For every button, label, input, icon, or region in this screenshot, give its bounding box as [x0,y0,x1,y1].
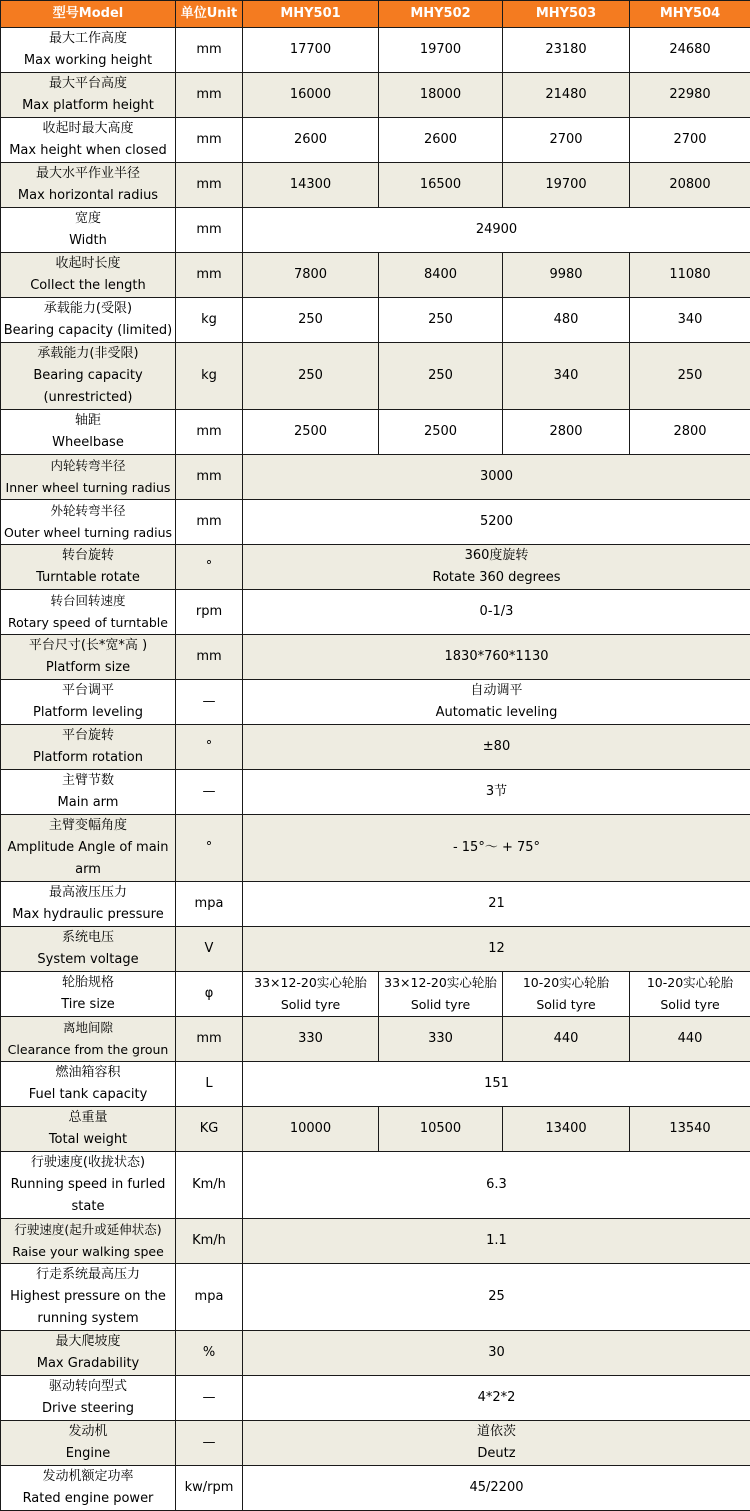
value-cell: 2800 [503,410,630,455]
unit-cell: mm [176,635,243,680]
table-row [1,635,750,680]
merged-value-cell: 12 [243,927,750,972]
value-cell: 250 [630,343,750,410]
value-cell: 16000 [243,73,379,118]
merged-value-cell: ±80 [243,725,750,770]
param-name: 承载能力(受限) Bearing capacity (limited) [1,298,176,343]
value-cell: 13400 [503,1107,630,1152]
value-cell: 16500 [379,163,503,208]
merged-value-cell: 3000 [243,455,750,500]
merged-value-cell: 自动调平 Automatic leveling [243,680,750,725]
value-cell: 8400 [379,253,503,298]
table-row [1,500,750,545]
param-name: 发动机 Engine [1,1421,176,1466]
table-row [1,725,750,770]
param-name: 平台尺寸(长*宽*高 ) Platform size [1,635,176,680]
table-row [1,1062,750,1107]
value-cell: 9980 [503,253,630,298]
table-row [1,882,750,927]
unit-cell: Km/h [176,1219,243,1264]
table-row [1,1219,750,1264]
unit-cell: mm [176,118,243,163]
param-name: 最高液压压力 Max hydraulic pressure [1,882,176,927]
param-name: 平台调平 Platform leveling [1,680,176,725]
value-cell: 17700 [243,28,379,73]
value-cell: 14300 [243,163,379,208]
table-row [1,590,750,635]
unit-cell: mm [176,28,243,73]
tire-cell: 33×12-20实心轮胎 Solid tyre [379,972,503,1017]
value-cell: 20800 [630,163,750,208]
table-row [1,1421,750,1466]
unit-cell: ° [176,725,243,770]
table-row [1,298,750,343]
merged-value-cell: 151 [243,1062,750,1107]
value-cell: 250 [243,298,379,343]
table-row [1,1376,750,1421]
unit-cell: L [176,1062,243,1107]
param-name: 承载能力(非受限) Bearing capacity (unrestricted) [1,343,176,410]
param-name: 主臂变幅角度 Amplitude Angle of main arm [1,815,176,882]
unit-header: 单位Unit [176,1,243,28]
unit-cell: % [176,1331,243,1376]
param-name: 总重量 Total weight [1,1107,176,1152]
param-name: 燃油箱容积 Fuel tank capacity [1,1062,176,1107]
unit-cell: mpa [176,1264,243,1331]
unit-cell: φ [176,972,243,1017]
param-name: 转台旋转 Turntable rotate [1,545,176,590]
value-cell: 10000 [243,1107,379,1152]
table-row [1,770,750,815]
param-name: 发动机额定功率 Rated engine power [1,1466,176,1511]
table-row [1,455,750,500]
param-name: 离地间隙 Clearance from the groun [1,1017,176,1062]
unit-cell: rpm [176,590,243,635]
table-row [1,1331,750,1376]
table-row [1,118,750,163]
tire-cell: 33×12-20实心轮胎 Solid tyre [243,972,379,1017]
table-row [1,680,750,725]
merged-value-cell: 1.1 [243,1219,750,1264]
param-name: 行驶速度(收拢状态) Running speed in furled state [1,1152,176,1219]
table-row [1,343,750,410]
merged-value-cell: 5200 [243,500,750,545]
unit-cell: mm [176,163,243,208]
value-cell: 480 [503,298,630,343]
value-cell: 330 [243,1017,379,1062]
merged-value-cell: 25 [243,1264,750,1331]
param-name: 平台旋转 Platform rotation [1,725,176,770]
unit-cell: mm [176,500,243,545]
merged-value-cell: 6.3 [243,1152,750,1219]
value-cell: 2600 [243,118,379,163]
model-column-header: MHY501 [243,1,379,28]
merged-value-cell: 道依茨 Deutz [243,1421,750,1466]
table-row [1,1466,750,1511]
unit-cell: mm [176,1017,243,1062]
table-row [1,28,750,73]
value-cell: 440 [503,1017,630,1062]
unit-cell: mm [176,410,243,455]
unit-cell: — [176,1421,243,1466]
value-cell: 13540 [630,1107,750,1152]
unit-cell: kg [176,298,243,343]
unit-cell: Km/h [176,1152,243,1219]
model-column-header: MHY502 [379,1,503,28]
unit-cell: mm [176,455,243,500]
unit-cell: — [176,1376,243,1421]
table-row [1,163,750,208]
merged-value-cell: 21 [243,882,750,927]
tire-cell: 10-20实心轮胎 Solid tyre [503,972,630,1017]
merged-value-cell: 30 [243,1331,750,1376]
model-header: 型号Model [1,1,176,28]
unit-cell: V [176,927,243,972]
param-name: 轴距 Wheelbase [1,410,176,455]
merged-value-cell: 45/2200 [243,1466,750,1511]
value-cell: 22980 [630,73,750,118]
table-row [1,972,750,1017]
tire-cell: 10-20实心轮胎 Solid tyre [630,972,750,1017]
param-name: 主臂节数 Main arm [1,770,176,815]
table-row [1,815,750,882]
unit-cell: mm [176,253,243,298]
value-cell: 7800 [243,253,379,298]
value-cell: 24680 [630,28,750,73]
table-row [1,208,750,253]
param-name: 收起时最大高度 Max height when closed [1,118,176,163]
param-name: 驱动转向型式 Drive steering [1,1376,176,1421]
unit-cell: — [176,770,243,815]
param-name: 行驶速度(起升或延伸状态) Raise your walking spee [1,1219,176,1264]
param-name: 轮胎规格 Tire size [1,972,176,1017]
table-row [1,1017,750,1062]
table-row [1,545,750,590]
merged-value-cell: 0-1/3 [243,590,750,635]
unit-cell: ° [176,545,243,590]
table-row [1,73,750,118]
value-cell: 23180 [503,28,630,73]
value-cell: 250 [379,343,503,410]
param-name: 最大工作高度 Max working height [1,28,176,73]
value-cell: 2800 [630,410,750,455]
unit-cell: mpa [176,882,243,927]
param-name: 最大爬坡度 Max Gradability [1,1331,176,1376]
unit-cell: mm [176,208,243,253]
merged-value-cell: 1830*760*1130 [243,635,750,680]
param-name: 内轮转弯半径 Inner wheel turning radius [1,455,176,500]
table-row [1,1107,750,1152]
model-column-header: MHY503 [503,1,630,28]
param-name: 宽度 Width [1,208,176,253]
merged-value-cell: 3节 [243,770,750,815]
table-row [1,253,750,298]
value-cell: 2600 [379,118,503,163]
param-name: 行走系统最高压力 Highest pressure on the running system [1,1264,176,1331]
value-cell: 2500 [243,410,379,455]
value-cell: 19700 [503,163,630,208]
unit-cell: kw/rpm [176,1466,243,1511]
table-row [1,927,750,972]
header-row [1,1,750,28]
param-name: 外轮转弯半径 Outer wheel turning radius [1,500,176,545]
value-cell: 340 [503,343,630,410]
param-name: 系统电压 System voltage [1,927,176,972]
value-cell: 21480 [503,73,630,118]
value-cell: 250 [379,298,503,343]
param-name: 最大平台高度 Max platform height [1,73,176,118]
param-name: 收起时长度 Collect the length [1,253,176,298]
value-cell: 440 [630,1017,750,1062]
table-row [1,1264,750,1331]
param-name: 最大水平作业半径 Max horizontal radius [1,163,176,208]
merged-value-cell: 24900 [243,208,750,253]
value-cell: 18000 [379,73,503,118]
value-cell: 2700 [503,118,630,163]
merged-value-cell: 4*2*2 [243,1376,750,1421]
value-cell: 2500 [379,410,503,455]
value-cell: 250 [243,343,379,410]
value-cell: 330 [379,1017,503,1062]
unit-cell: KG [176,1107,243,1152]
table-row [1,1152,750,1219]
model-column-header: MHY504 [630,1,750,28]
value-cell: 11080 [630,253,750,298]
value-cell: 19700 [379,28,503,73]
value-cell: 340 [630,298,750,343]
table-row [1,410,750,455]
merged-value-cell: 360度旋转 Rotate 360 degrees [243,545,750,590]
merged-value-cell: - 15°～ + 75° [243,815,750,882]
value-cell: 10500 [379,1107,503,1152]
unit-cell: kg [176,343,243,410]
unit-cell: mm [176,73,243,118]
unit-cell: — [176,680,243,725]
unit-cell: ° [176,815,243,882]
value-cell: 2700 [630,118,750,163]
param-name: 转台回转速度 Rotary speed of turntable [1,590,176,635]
